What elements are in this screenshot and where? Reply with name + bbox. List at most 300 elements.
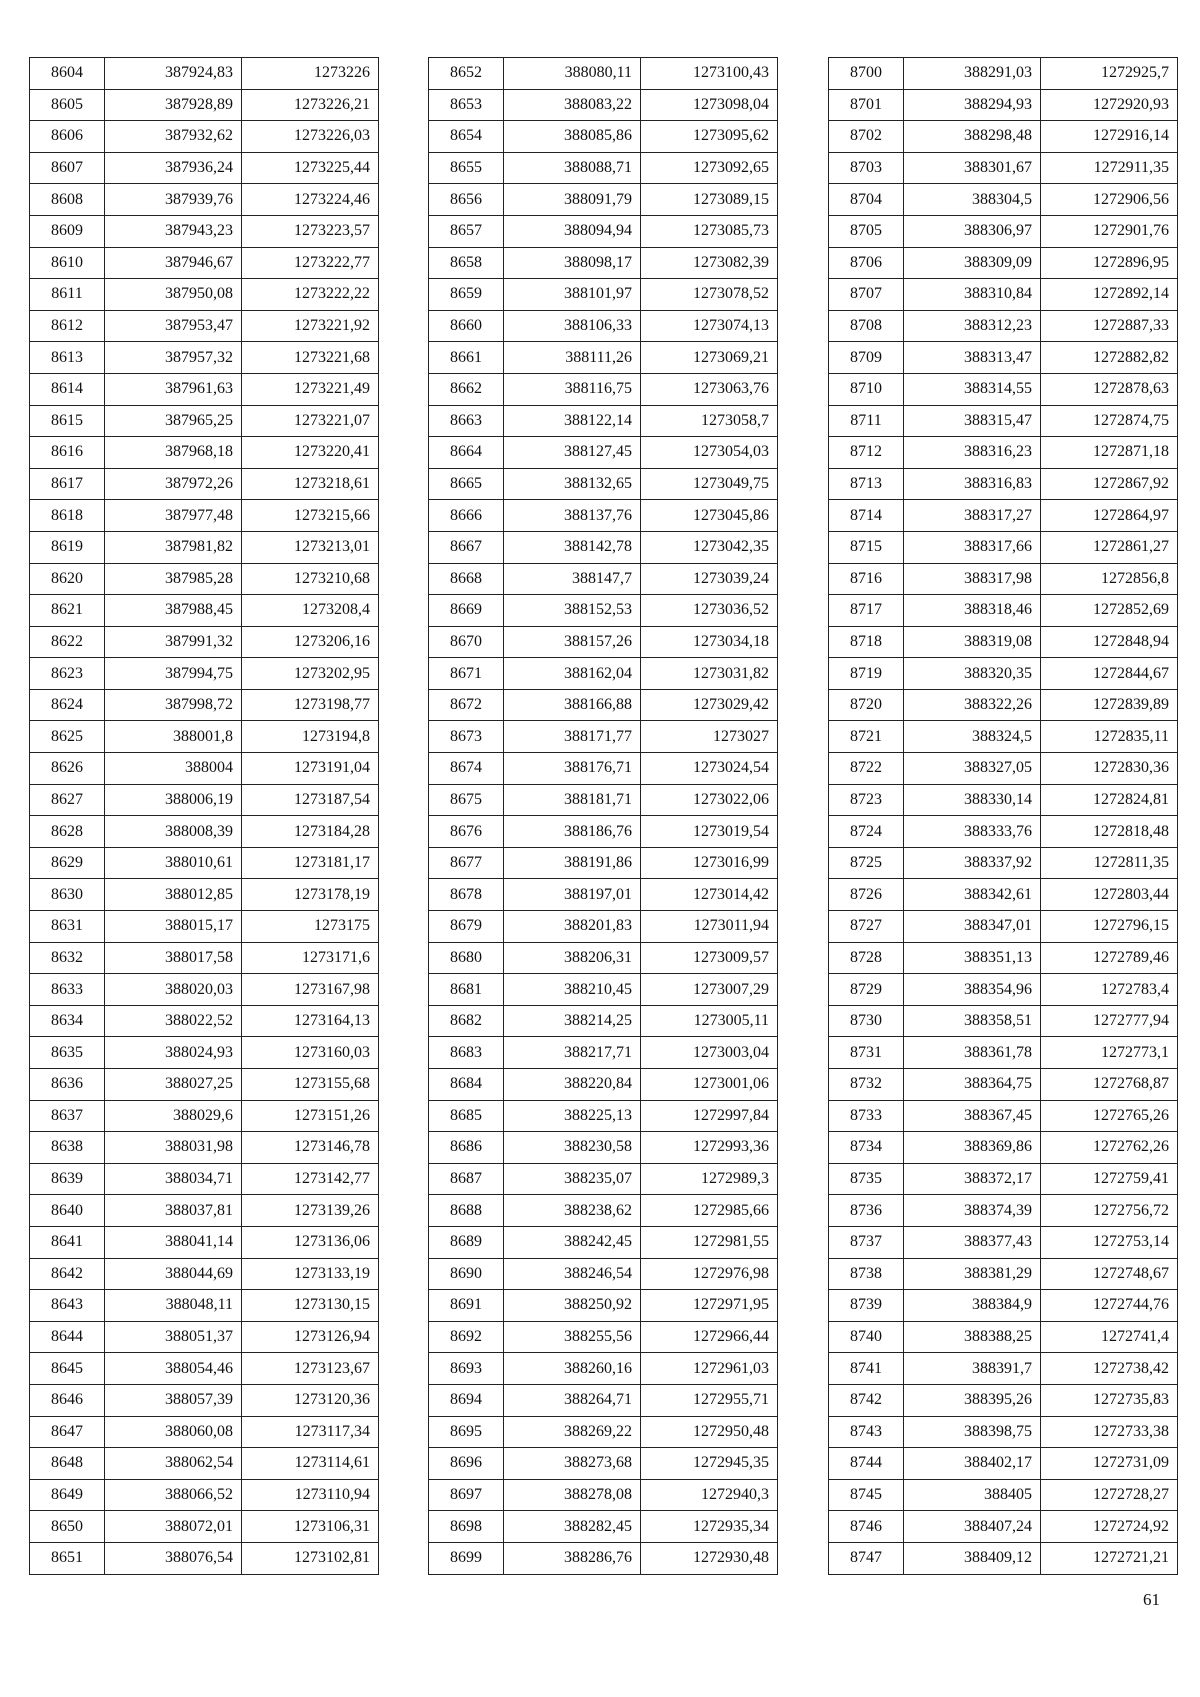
x-coordinate-cell: 388088,71 <box>504 152 641 184</box>
y-coordinate-cell: 1272789,46 <box>1041 942 1178 974</box>
x-coordinate-cell: 388034,71 <box>105 1163 242 1195</box>
table-row <box>30 1100 379 1132</box>
point-number-cell: 8634 <box>30 1005 105 1037</box>
table-row <box>829 626 1178 658</box>
y-coordinate-cell: 1272887,33 <box>1041 310 1178 342</box>
x-coordinate-cell: 388210,45 <box>504 974 641 1006</box>
point-number-cell: 8667 <box>429 531 504 563</box>
x-coordinate-cell: 387981,82 <box>105 531 242 563</box>
y-coordinate-cell: 1273226,21 <box>242 89 379 121</box>
point-number-cell: 8640 <box>30 1195 105 1227</box>
y-coordinate-cell: 1272966,44 <box>641 1321 778 1353</box>
y-coordinate-cell: 1272830,36 <box>1041 753 1178 785</box>
x-coordinate-cell: 388171,77 <box>504 721 641 753</box>
y-coordinate-cell: 1273126,94 <box>242 1321 379 1353</box>
point-number-cell: 8681 <box>429 974 504 1006</box>
point-number-cell: 8691 <box>429 1290 504 1322</box>
y-coordinate-cell: 1273191,04 <box>242 753 379 785</box>
y-coordinate-cell: 1273160,03 <box>242 1037 379 1069</box>
point-number-cell: 8635 <box>30 1037 105 1069</box>
y-coordinate-cell: 1272731,09 <box>1041 1448 1178 1480</box>
y-coordinate-cell: 1273102,81 <box>242 1542 379 1574</box>
x-coordinate-cell: 388094,94 <box>504 215 641 247</box>
point-number-cell: 8653 <box>429 89 504 121</box>
table-row <box>429 342 778 374</box>
point-number-cell: 8683 <box>429 1037 504 1069</box>
table-row <box>829 1163 1178 1195</box>
x-coordinate-cell: 388152,53 <box>504 595 641 627</box>
x-coordinate-cell: 388301,67 <box>904 152 1041 184</box>
x-coordinate-cell: 388041,14 <box>105 1226 242 1258</box>
y-coordinate-cell: 1273221,92 <box>242 310 379 342</box>
x-coordinate-cell: 388374,39 <box>904 1195 1041 1227</box>
y-coordinate-cell: 1272945,35 <box>641 1448 778 1480</box>
y-coordinate-cell: 1273058,7 <box>641 405 778 437</box>
table-row <box>30 1226 379 1258</box>
x-coordinate-cell: 388015,17 <box>105 911 242 943</box>
table-row <box>429 1290 778 1322</box>
x-coordinate-cell: 388409,12 <box>904 1542 1041 1574</box>
x-coordinate-cell: 388157,26 <box>504 626 641 658</box>
table-row <box>429 310 778 342</box>
point-number-cell: 8666 <box>429 500 504 532</box>
x-coordinate-cell: 388369,86 <box>904 1132 1041 1164</box>
y-coordinate-cell: 1273130,15 <box>242 1290 379 1322</box>
table-row <box>30 689 379 721</box>
x-coordinate-cell: 388101,97 <box>504 279 641 311</box>
table-row <box>829 152 1178 184</box>
point-number-cell: 8665 <box>429 468 504 500</box>
y-coordinate-cell: 1272930,48 <box>641 1542 778 1574</box>
x-coordinate-cell: 388319,08 <box>904 626 1041 658</box>
x-coordinate-cell: 387965,25 <box>105 405 242 437</box>
y-coordinate-cell: 1272811,35 <box>1041 847 1178 879</box>
x-coordinate-cell: 388384,9 <box>904 1290 1041 1322</box>
x-coordinate-cell: 388330,14 <box>904 784 1041 816</box>
y-coordinate-cell: 1272874,75 <box>1041 405 1178 437</box>
table-row <box>429 1069 778 1101</box>
y-coordinate-cell: 1272773,1 <box>1041 1037 1178 1069</box>
point-number-cell: 8604 <box>30 58 105 90</box>
y-coordinate-cell: 1272871,18 <box>1041 437 1178 469</box>
y-coordinate-cell: 1273024,54 <box>641 753 778 785</box>
x-coordinate-cell: 388314,55 <box>904 373 1041 405</box>
point-number-cell: 8670 <box>429 626 504 658</box>
table-row <box>30 1321 379 1353</box>
table-row <box>429 847 778 879</box>
y-coordinate-cell: 1273155,68 <box>242 1069 379 1101</box>
x-coordinate-cell: 388327,05 <box>904 753 1041 785</box>
point-number-cell: 8737 <box>829 1226 904 1258</box>
y-coordinate-cell: 1273100,43 <box>641 58 778 90</box>
x-coordinate-cell: 387991,32 <box>105 626 242 658</box>
point-number-cell: 8679 <box>429 911 504 943</box>
point-number-cell: 8744 <box>829 1448 904 1480</box>
table-row <box>30 184 379 216</box>
y-coordinate-cell: 1272993,36 <box>641 1132 778 1164</box>
y-coordinate-cell: 1272989,3 <box>641 1163 778 1195</box>
y-coordinate-cell: 1273031,82 <box>641 658 778 690</box>
point-number-cell: 8609 <box>30 215 105 247</box>
x-coordinate-cell: 387928,89 <box>105 89 242 121</box>
table-row <box>30 1353 379 1385</box>
y-coordinate-cell: 1273142,77 <box>242 1163 379 1195</box>
point-number-cell: 8605 <box>30 89 105 121</box>
table-row <box>30 247 379 279</box>
x-coordinate-cell: 388337,92 <box>904 847 1041 879</box>
x-coordinate-cell: 387961,63 <box>105 373 242 405</box>
table-row <box>829 1321 1178 1353</box>
x-coordinate-cell: 388309,09 <box>904 247 1041 279</box>
x-coordinate-cell: 388250,92 <box>504 1290 641 1322</box>
table-row <box>829 911 1178 943</box>
table-row <box>829 89 1178 121</box>
table-row <box>30 89 379 121</box>
point-number-cell: 8621 <box>30 595 105 627</box>
y-coordinate-cell: 1273210,68 <box>242 563 379 595</box>
x-coordinate-cell: 388320,35 <box>904 658 1041 690</box>
point-number-cell: 8607 <box>30 152 105 184</box>
coordinate-table-2 <box>428 57 778 1575</box>
point-number-cell: 8618 <box>30 500 105 532</box>
table-row <box>829 1100 1178 1132</box>
x-coordinate-cell: 388322,26 <box>904 689 1041 721</box>
y-coordinate-cell: 1273221,68 <box>242 342 379 374</box>
y-coordinate-cell: 1273215,66 <box>242 500 379 532</box>
y-coordinate-cell: 1273206,16 <box>242 626 379 658</box>
point-number-cell: 8706 <box>829 247 904 279</box>
y-coordinate-cell: 1273019,54 <box>641 816 778 848</box>
table-row <box>429 531 778 563</box>
table-row <box>429 753 778 785</box>
table-row <box>30 121 379 153</box>
point-number-cell: 8745 <box>829 1479 904 1511</box>
table-row <box>829 563 1178 595</box>
point-number-cell: 8677 <box>429 847 504 879</box>
y-coordinate-cell: 1273222,77 <box>242 247 379 279</box>
point-number-cell: 8738 <box>829 1258 904 1290</box>
y-coordinate-cell: 1273022,06 <box>641 784 778 816</box>
y-coordinate-cell: 1273074,13 <box>641 310 778 342</box>
table-row <box>429 1321 778 1353</box>
point-number-cell: 8701 <box>829 89 904 121</box>
table-row <box>429 1511 778 1543</box>
y-coordinate-cell: 1272735,83 <box>1041 1384 1178 1416</box>
x-coordinate-cell: 388037,81 <box>105 1195 242 1227</box>
y-coordinate-cell: 1273027 <box>641 721 778 753</box>
point-number-cell: 8705 <box>829 215 904 247</box>
point-number-cell: 8727 <box>829 911 904 943</box>
x-coordinate-cell: 388057,39 <box>105 1384 242 1416</box>
y-coordinate-cell: 1273092,65 <box>641 152 778 184</box>
point-number-cell: 8613 <box>30 342 105 374</box>
y-coordinate-cell: 1273085,73 <box>641 215 778 247</box>
x-coordinate-cell: 388367,45 <box>904 1100 1041 1132</box>
y-coordinate-cell: 1272835,11 <box>1041 721 1178 753</box>
table-row <box>829 310 1178 342</box>
table-row <box>829 1132 1178 1164</box>
x-coordinate-cell: 388024,93 <box>105 1037 242 1069</box>
x-coordinate-cell: 388317,27 <box>904 500 1041 532</box>
y-coordinate-cell: 1272981,55 <box>641 1226 778 1258</box>
x-coordinate-cell: 388106,33 <box>504 310 641 342</box>
x-coordinate-cell: 388358,51 <box>904 1005 1041 1037</box>
y-coordinate-cell: 1272783,4 <box>1041 974 1178 1006</box>
table-row <box>429 1226 778 1258</box>
point-number-cell: 8689 <box>429 1226 504 1258</box>
table-row <box>30 1542 379 1574</box>
x-coordinate-cell: 388054,46 <box>105 1353 242 1385</box>
y-coordinate-cell: 1273089,15 <box>641 184 778 216</box>
y-coordinate-cell: 1272748,67 <box>1041 1258 1178 1290</box>
point-number-cell: 8643 <box>30 1290 105 1322</box>
table-row <box>30 942 379 974</box>
x-coordinate-cell: 388395,26 <box>904 1384 1041 1416</box>
x-coordinate-cell: 388238,62 <box>504 1195 641 1227</box>
x-coordinate-cell: 388242,45 <box>504 1226 641 1258</box>
y-coordinate-cell: 1272882,82 <box>1041 342 1178 374</box>
table-row <box>30 974 379 1006</box>
point-number-cell: 8734 <box>829 1132 904 1164</box>
table-row <box>30 1195 379 1227</box>
table-row <box>829 1258 1178 1290</box>
x-coordinate-cell: 388022,52 <box>105 1005 242 1037</box>
point-number-cell: 8614 <box>30 373 105 405</box>
y-coordinate-cell: 1272896,95 <box>1041 247 1178 279</box>
table-row <box>829 437 1178 469</box>
y-coordinate-cell: 1272985,66 <box>641 1195 778 1227</box>
table-row <box>829 974 1178 1006</box>
table-row <box>829 1511 1178 1543</box>
x-coordinate-cell: 388264,71 <box>504 1384 641 1416</box>
table-row <box>429 1037 778 1069</box>
table-row <box>429 689 778 721</box>
coordinate-table-3 <box>828 57 1178 1575</box>
point-number-cell: 8662 <box>429 373 504 405</box>
table-row <box>829 816 1178 848</box>
y-coordinate-cell: 1273042,35 <box>641 531 778 563</box>
y-coordinate-cell: 1273224,46 <box>242 184 379 216</box>
point-number-cell: 8742 <box>829 1384 904 1416</box>
point-number-cell: 8723 <box>829 784 904 816</box>
y-coordinate-cell: 1272976,98 <box>641 1258 778 1290</box>
table-row <box>30 468 379 500</box>
x-coordinate-cell: 387972,26 <box>105 468 242 500</box>
x-coordinate-cell: 388398,75 <box>904 1416 1041 1448</box>
point-number-cell: 8663 <box>429 405 504 437</box>
point-number-cell: 8620 <box>30 563 105 595</box>
point-number-cell: 8646 <box>30 1384 105 1416</box>
y-coordinate-cell: 1273175 <box>242 911 379 943</box>
x-coordinate-cell: 388361,78 <box>904 1037 1041 1069</box>
table-row <box>829 689 1178 721</box>
y-coordinate-cell: 1272892,14 <box>1041 279 1178 311</box>
point-number-cell: 8698 <box>429 1511 504 1543</box>
y-coordinate-cell: 1273136,06 <box>242 1226 379 1258</box>
y-coordinate-cell: 1273001,06 <box>641 1069 778 1101</box>
point-number-cell: 8642 <box>30 1258 105 1290</box>
point-number-cell: 8721 <box>829 721 904 753</box>
x-coordinate-cell: 388230,58 <box>504 1132 641 1164</box>
y-coordinate-cell: 1272759,41 <box>1041 1163 1178 1195</box>
x-coordinate-cell: 388225,13 <box>504 1100 641 1132</box>
x-coordinate-cell: 388273,68 <box>504 1448 641 1480</box>
point-number-cell: 8697 <box>429 1479 504 1511</box>
point-number-cell: 8688 <box>429 1195 504 1227</box>
table-row <box>429 1353 778 1385</box>
point-number-cell: 8717 <box>829 595 904 627</box>
table-row <box>829 373 1178 405</box>
x-coordinate-cell: 388004 <box>105 753 242 785</box>
y-coordinate-cell: 1272818,48 <box>1041 816 1178 848</box>
y-coordinate-cell: 1273226,03 <box>242 121 379 153</box>
x-coordinate-cell: 388176,71 <box>504 753 641 785</box>
point-number-cell: 8676 <box>429 816 504 848</box>
y-coordinate-cell: 1273110,94 <box>242 1479 379 1511</box>
point-number-cell: 8730 <box>829 1005 904 1037</box>
point-number-cell: 8671 <box>429 658 504 690</box>
table-row <box>429 626 778 658</box>
point-number-cell: 8668 <box>429 563 504 595</box>
table-row <box>30 405 379 437</box>
point-number-cell: 8608 <box>30 184 105 216</box>
table-row <box>30 1479 379 1511</box>
point-number-cell: 8700 <box>829 58 904 90</box>
table-row <box>30 500 379 532</box>
x-coordinate-cell: 387932,62 <box>105 121 242 153</box>
y-coordinate-cell: 1272728,27 <box>1041 1479 1178 1511</box>
table-row <box>829 468 1178 500</box>
point-number-cell: 8703 <box>829 152 904 184</box>
x-coordinate-cell: 387988,45 <box>105 595 242 627</box>
point-number-cell: 8639 <box>30 1163 105 1195</box>
x-coordinate-cell: 388407,24 <box>904 1511 1041 1543</box>
x-coordinate-cell: 387957,32 <box>105 342 242 374</box>
table-row <box>829 595 1178 627</box>
table-row <box>30 626 379 658</box>
point-number-cell: 8645 <box>30 1353 105 1385</box>
y-coordinate-cell: 1272765,26 <box>1041 1100 1178 1132</box>
table-row <box>30 1069 379 1101</box>
y-coordinate-cell: 1272762,26 <box>1041 1132 1178 1164</box>
table-row <box>829 1069 1178 1101</box>
y-coordinate-cell: 1272844,67 <box>1041 658 1178 690</box>
y-coordinate-cell: 1273117,34 <box>242 1416 379 1448</box>
y-coordinate-cell: 1272961,03 <box>641 1353 778 1385</box>
table-row <box>829 1195 1178 1227</box>
x-coordinate-cell: 388318,46 <box>904 595 1041 627</box>
table-row <box>429 1195 778 1227</box>
point-number-cell: 8739 <box>829 1290 904 1322</box>
point-number-cell: 8709 <box>829 342 904 374</box>
table-row <box>30 911 379 943</box>
table-row <box>30 310 379 342</box>
point-number-cell: 8616 <box>30 437 105 469</box>
x-coordinate-cell: 388201,83 <box>504 911 641 943</box>
x-coordinate-cell: 388029,6 <box>105 1100 242 1132</box>
point-number-cell: 8678 <box>429 879 504 911</box>
point-number-cell: 8695 <box>429 1416 504 1448</box>
x-coordinate-cell: 388031,98 <box>105 1132 242 1164</box>
x-coordinate-cell: 388020,03 <box>105 974 242 1006</box>
x-coordinate-cell: 388080,11 <box>504 58 641 90</box>
x-coordinate-cell: 388269,22 <box>504 1416 641 1448</box>
table-row <box>30 58 379 90</box>
x-coordinate-cell: 388017,58 <box>105 942 242 974</box>
table-row <box>429 1258 778 1290</box>
y-coordinate-cell: 1272940,3 <box>641 1479 778 1511</box>
x-coordinate-cell: 388294,93 <box>904 89 1041 121</box>
y-coordinate-cell: 1273063,76 <box>641 373 778 405</box>
point-number-cell: 8675 <box>429 784 504 816</box>
point-number-cell: 8617 <box>30 468 105 500</box>
point-number-cell: 8615 <box>30 405 105 437</box>
y-coordinate-cell: 1273098,04 <box>641 89 778 121</box>
x-coordinate-cell: 388072,01 <box>105 1511 242 1543</box>
y-coordinate-cell: 1273069,21 <box>641 342 778 374</box>
x-coordinate-cell: 387977,48 <box>105 500 242 532</box>
page-number: 61 <box>1143 1590 1160 1609</box>
table-row <box>429 247 778 279</box>
table-row <box>429 1384 778 1416</box>
point-number-cell: 8659 <box>429 279 504 311</box>
x-coordinate-cell: 388085,86 <box>504 121 641 153</box>
point-number-cell: 8685 <box>429 1100 504 1132</box>
y-coordinate-cell: 1272738,42 <box>1041 1353 1178 1385</box>
point-number-cell: 8637 <box>30 1100 105 1132</box>
table-row <box>429 405 778 437</box>
x-coordinate-cell: 388310,84 <box>904 279 1041 311</box>
point-number-cell: 8673 <box>429 721 504 753</box>
x-coordinate-cell: 388317,66 <box>904 531 1041 563</box>
table-row <box>429 974 778 1006</box>
x-coordinate-cell: 388246,54 <box>504 1258 641 1290</box>
y-coordinate-cell: 1273078,52 <box>641 279 778 311</box>
y-coordinate-cell: 1273164,13 <box>242 1005 379 1037</box>
point-number-cell: 8674 <box>429 753 504 785</box>
y-coordinate-cell: 1272920,93 <box>1041 89 1178 121</box>
x-coordinate-cell: 387985,28 <box>105 563 242 595</box>
table-row <box>30 753 379 785</box>
point-number-cell: 8708 <box>829 310 904 342</box>
y-coordinate-cell: 1272925,7 <box>1041 58 1178 90</box>
point-number-cell: 8633 <box>30 974 105 1006</box>
table-row <box>30 1163 379 1195</box>
x-coordinate-cell: 388006,19 <box>105 784 242 816</box>
table-row <box>429 1448 778 1480</box>
table-row <box>829 753 1178 785</box>
table-row <box>30 721 379 753</box>
point-number-cell: 8647 <box>30 1416 105 1448</box>
x-coordinate-cell: 388132,65 <box>504 468 641 500</box>
y-coordinate-cell: 1273222,22 <box>242 279 379 311</box>
y-coordinate-cell: 1273036,52 <box>641 595 778 627</box>
table-row <box>829 58 1178 90</box>
point-number-cell: 8641 <box>30 1226 105 1258</box>
x-coordinate-cell: 388147,7 <box>504 563 641 595</box>
table-row <box>829 1448 1178 1480</box>
point-number-cell: 8729 <box>829 974 904 1006</box>
table-row <box>30 152 379 184</box>
point-number-cell: 8711 <box>829 405 904 437</box>
x-coordinate-cell: 388091,79 <box>504 184 641 216</box>
x-coordinate-cell: 388083,22 <box>504 89 641 121</box>
y-coordinate-cell: 1272971,95 <box>641 1290 778 1322</box>
x-coordinate-cell: 387968,18 <box>105 437 242 469</box>
table-row <box>829 1005 1178 1037</box>
x-coordinate-cell: 388001,8 <box>105 721 242 753</box>
y-coordinate-cell: 1272955,71 <box>641 1384 778 1416</box>
